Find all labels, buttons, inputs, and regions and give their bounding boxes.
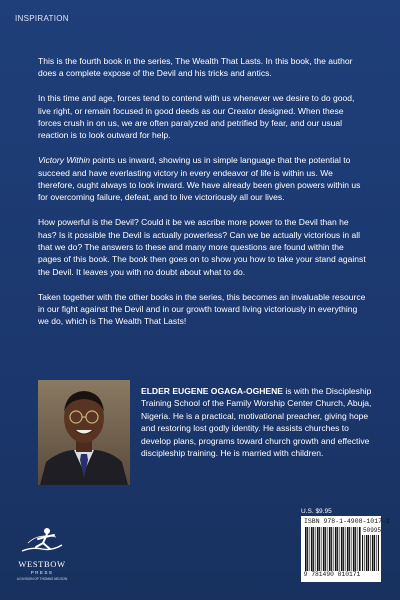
barcode-bar — [359, 527, 361, 571]
barcode-bar — [328, 527, 329, 571]
barcode-bar — [374, 535, 375, 571]
barcode-bar — [358, 527, 359, 571]
barcode-bar — [370, 535, 371, 571]
description-text — [38, 55, 368, 340]
barcode-bar — [311, 527, 313, 571]
author-portrait-icon — [38, 380, 130, 485]
publisher-sub: PRESS — [30, 570, 54, 575]
barcode-bar — [362, 535, 363, 571]
barcode-bar — [366, 535, 368, 571]
barcode-bar — [368, 535, 369, 571]
barcode-bar — [313, 527, 314, 571]
barcode-supplement: 50995 — [363, 527, 382, 534]
paragraph-questions: How powerful is the Devil? Could it be we ascribe more power to the Devil than he has? Is it possible the Devil is actually powerless? Can we be actually victorious in all that we do? The answers to these and many more questions are found within the pages of this book. The book then goes on to show you how to take your stand against the Devil. It leaves you with no doubt about what to do. — [38, 217, 366, 277]
barcode-bar — [346, 527, 347, 571]
barcode — [301, 516, 390, 582]
barcode-bar — [352, 527, 353, 571]
book-title-inline: Victory Within — [38, 155, 91, 166]
paragraph-conclusion: Taken together with the other books in the series, this becomes an invaluable resource in our fight against the Devil and in our growth toward living victoriously in everything we do, which is The Wealth That Lasts! — [38, 291, 366, 327]
barcode-bar — [310, 527, 311, 571]
author-bio-text: is with the Discipleship Training School of the Family Worship Center Church, Abuja, Nigeria. He is a practical, motivational preacher, giving hope and restoring lost godly identity. He assists churches to develop plans, programs toward church growth and effective discipleship training. He is married with children. — [141, 386, 372, 459]
barcode-bar — [316, 527, 317, 571]
author-bio — [141, 385, 373, 459]
barcode-bar — [307, 527, 308, 571]
isbn-label: ISBN 978-1-4908-1017-1 — [304, 518, 390, 525]
barcode-supplement-icon — [362, 535, 379, 571]
barcode-bar — [322, 527, 323, 571]
barcode-bar — [325, 527, 326, 571]
victory-text: points us inward, showing us in simple language that the potential to succeed and have everlasting victory in every endeavor of life is within us. We therefore, ought always to look inward. We have already been given powers within us for overcoming failure, defeat, and to live victoriously all our lives. — [38, 155, 361, 203]
barcode-bar — [378, 535, 379, 571]
paragraph-forces: In this time and age, forces tend to contend with us whenever we desire to do good, live right, or remain focused in good deeds as our Creator designed. When these forces crush in on us, we are often paralyzed and petrified by fear, and our usual reaction is to look outward for help. — [38, 93, 355, 141]
barcode-bar — [335, 527, 337, 571]
running-figure-icon — [14, 525, 70, 559]
barcode-bar — [355, 527, 356, 571]
barcode-bar — [341, 527, 343, 571]
barcode-bar — [353, 527, 355, 571]
barcode-main-icon — [305, 527, 361, 571]
barcode-bar — [364, 535, 365, 571]
barcode-bar — [343, 527, 344, 571]
westbow-logo — [14, 525, 70, 587]
barcode-bar — [331, 527, 332, 571]
category-label: INSPIRATION — [15, 14, 69, 23]
barcode-bar — [376, 535, 377, 571]
price-label: U.S. $9.95 — [301, 508, 332, 515]
author-photo — [38, 380, 130, 485]
barcode-bar — [319, 527, 320, 571]
barcode-bar — [317, 527, 319, 571]
barcode-bar — [340, 527, 341, 571]
barcode-bar — [337, 527, 338, 571]
paragraph-intro: This is the fourth book in the series, The Wealth That Lasts. In this book, the author does a complete expose of the Devil and his tricks and antics. — [38, 56, 353, 79]
barcode-bar — [329, 527, 331, 571]
publisher-name: WESTBOW — [18, 559, 66, 569]
paragraph-victory-within — [38, 154, 368, 204]
barcode-bar — [323, 527, 325, 571]
barcode-bar — [347, 527, 349, 571]
barcode-bar — [349, 527, 350, 571]
barcode-bar — [372, 535, 374, 571]
barcode-bar — [305, 527, 307, 571]
barcode-bar — [334, 527, 335, 571]
publisher-tagline: A DIVISION OF THOMAS NELSON — [16, 577, 68, 581]
author-name: ELDER EUGENE OGAGA-OGHENE — [141, 386, 283, 396]
barcode-number: 9 781490 810171 — [303, 571, 361, 578]
